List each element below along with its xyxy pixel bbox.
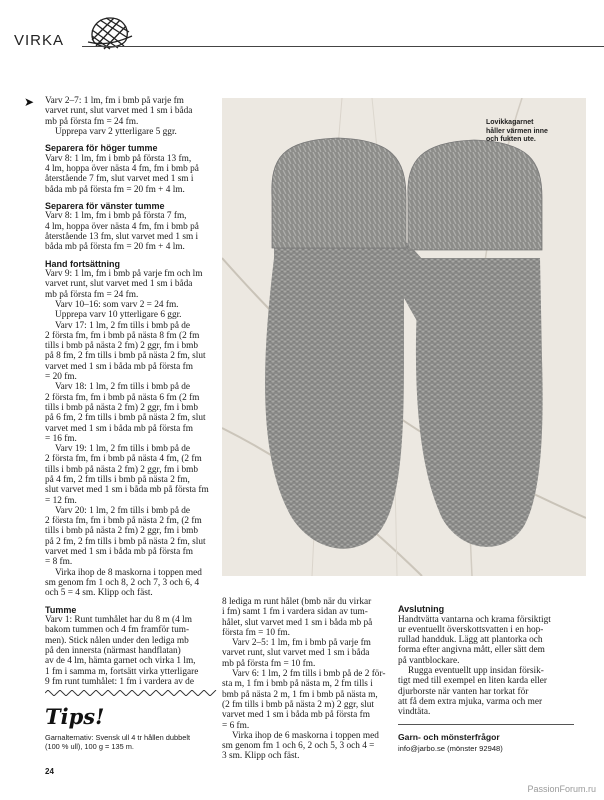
page-header: [0, 0, 604, 60]
body-line: 3 sm. Klipp och fäst.: [222, 751, 300, 762]
body-line: 1 fm i samma m, fortsätt virka ytterligare: [45, 666, 199, 677]
body-line: av de 4 lm, hämta garnet och virka 1 lm,: [45, 656, 196, 667]
tips-title: Tips!: [45, 704, 105, 729]
body-line: men). Stick nålen under den lediga mb: [45, 635, 189, 646]
body-line: och 5 = 4 sm. Klipp och fäst.: [45, 588, 153, 599]
body-line: sm genom fm 1 och 8, 2 och 7, 3 och 6, 4: [45, 577, 200, 588]
body-line: mb på första fm = 24 fm.: [45, 116, 139, 127]
caption-line: och fukten ute.: [486, 136, 536, 144]
body-line: Upprepa varv 2 ytterligare 5 ggr.: [55, 126, 177, 137]
page-number: 24: [45, 767, 54, 776]
body-line: 9 fm runt tumhålet: 1 fm i vardera av de: [45, 676, 194, 687]
body-line: Rugga eventuellt upp insidan försik-: [408, 665, 544, 676]
body-line: Handtvätta vantarna och krama försiktigt: [398, 614, 551, 625]
body-line: 2 första fm, fm i bmb på nästa 4 fm, (2 fm: [45, 454, 202, 465]
body-line: djurborste när vanten har torkat för: [398, 686, 529, 697]
body-line: mb på första fm = 10 fm.: [222, 658, 316, 669]
body-line: 8 lediga m runt hålet (bmb när du virkar: [222, 597, 372, 607]
body-line: båda mb på första fm = 20 fm + 4 lm.: [45, 184, 185, 195]
section-heading: Hand fortsättning: [45, 258, 120, 269]
body-line: tigt med till exempel en liten karda eller: [398, 676, 547, 687]
contact-title: Garn- och mönsterfrågor: [398, 732, 500, 742]
body-line: i fm) samt 1 fm i vardera sidan av tum-: [222, 607, 368, 618]
body-line: varvet runt, slut varvet med 1 sm i båda: [45, 106, 193, 117]
body-line: bmb på nästa 2 m, 1 fm i bmb på nästa m,: [222, 689, 378, 700]
caption-line: Lovikkagarnet: [486, 119, 534, 126]
body-line: tills i bmb på nästa 2 fm) 2 ggr, fm i bmb: [45, 341, 199, 352]
zigzag-divider: [45, 690, 217, 696]
body-line: varvet runt, slut varvet med 1 sm i båda: [222, 648, 370, 659]
body-line: (2 fm tills i bmb på nästa 2 m) 2 ggr, slut: [222, 699, 374, 710]
body-line: Varv 8: 1 lm, fm i bmb på första 13 fm,: [45, 153, 192, 164]
continue-arrow-icon: ➤: [24, 95, 35, 109]
yarn-ball-icon: [84, 12, 134, 50]
body-line: återstående 13 fm, slut varvet med 1 sm i: [45, 231, 199, 242]
instructions-column-3: [398, 598, 574, 717]
body-line: slut varvet med 1 sm i båda mb på första fm: [45, 485, 209, 496]
body-line: 4 lm, hoppa över nästa 4 fm, fm i bmb på: [45, 163, 199, 174]
body-line: sta m, 1 fm i bmb på nästa m, 2 fm tills i: [222, 679, 373, 690]
body-line: varvet med 1 sm i båda mb på första fm: [45, 423, 193, 434]
watermark: PassionForum.ru: [527, 784, 596, 794]
body-line: 2 första fm, fm i bmb på nästa 8 fm (2 fm: [45, 330, 200, 341]
body-line: på 4 fm, 2 fm tills i bmb på nästa 2 fm,: [45, 475, 190, 485]
body-line: tills i bmb på nästa 2 fm) 2 ggr, fm i bmb: [45, 526, 199, 537]
body-line: på vantblockare.: [398, 655, 460, 666]
body-line: på den innersta (närmast handflatan): [45, 645, 181, 656]
instructions-column-2: [222, 597, 390, 762]
body-line: Varv 10–16: som varv 2 = 24 fm.: [55, 299, 179, 310]
body-line: tills i bmb på nästa 2 fm) 2 ggr, fm i bmb: [45, 464, 199, 475]
body-line: Varv 2–7: 1 lm, fm i bmb på varje fm: [45, 96, 184, 106]
body-line: återstående 7 fm, slut varvet med 1 sm i: [45, 174, 194, 185]
body-line: Varv 20: 1 lm, 2 fm tills i bmb på de: [55, 505, 191, 516]
body-line: = 6 fm.: [222, 720, 250, 731]
body-line: varvet med 1 sm i båda mb på första fm: [45, 547, 193, 558]
body-line: = 16 fm.: [45, 433, 77, 444]
body-line: första fm = 10 fm.: [222, 627, 290, 638]
tips-text: [45, 733, 217, 752]
body-line: sm genom fm 1 och 6, 2 och 5, 3 och 4 =: [222, 741, 375, 752]
body-line: Varv 19: 1 lm, 2 fm tills i bmb på de: [55, 444, 191, 455]
body-line: varvet runt, slut varvet med 1 sm i båda: [45, 279, 193, 290]
body-line: rullad handduk. Lägg att plantorka och: [398, 635, 543, 646]
tips-line: Garnalternativ: Svensk ull 4 tr hållen dubbelt: [45, 733, 191, 742]
body-line: Varv 2–5: 1 lm, fm i bmb på varje fm: [232, 638, 371, 649]
body-line: = 8 fm.: [45, 557, 73, 568]
section-heading: Avslutning: [398, 604, 445, 614]
header-rule: [82, 46, 604, 47]
body-line: Varv 8: 1 lm, fm i bmb på första 7 fm,: [45, 211, 187, 222]
body-line: tills i bmb på nästa 2 fm) 2 ggr, fm i bmb: [45, 402, 199, 413]
body-line: mb på första fm = 24 fm.: [45, 289, 139, 300]
body-line: på 8 fm, 2 fm tills i bmb på nästa 2 fm, slut: [45, 351, 206, 362]
contact-rule: [398, 724, 574, 725]
body-line: 2 första fm, fm i bmb på nästa 2 fm, (2 fm: [45, 516, 202, 527]
section-heading: Separera för vänster tumme: [45, 200, 165, 211]
caption-line: håller värmen inne: [486, 127, 548, 135]
body-line: Varv 1: Runt tumhålet har du 8 m (4 lm: [45, 615, 192, 626]
body-line: att få dem extra mjuka, varma och mer: [398, 696, 543, 707]
body-line: varvet med 1 sm i båda mb på första fm: [45, 361, 193, 372]
body-line: Varv 18: 1 lm, 2 fm tills i bmb på de: [55, 382, 191, 393]
section-title: VIRKA: [14, 32, 65, 49]
body-line: Varv 17: 1 lm, 2 fm tills i bmb på de: [55, 320, 191, 331]
body-line: hålet, slut varvet med 1 sm i båda mb på: [222, 617, 373, 628]
body-line: Upprepa varv 10 ytterligare 6 ggr.: [55, 310, 182, 321]
body-line: på 2 fm, 2 fm tills i bmb på nästa 2 fm, slut: [45, 536, 206, 547]
body-line: 4 lm, hoppa över nästa 4 fm, fm i bmb på: [45, 221, 199, 232]
body-line: Varv 9: 1 lm, fm i bmb på varje fm och lm: [45, 269, 203, 280]
body-line: bakom tummen och 4 fm framför tum-: [45, 625, 190, 636]
tips-line: (100 % ull), 100 g = 135 m.: [45, 742, 134, 752]
body-line: 2 första fm, fm i bmb på nästa 6 fm (2 fm: [45, 392, 200, 403]
mittens-photo: [222, 98, 586, 576]
photo-caption: [486, 119, 578, 145]
instructions-column-1: [45, 96, 217, 687]
body-line: Virka ihop de 8 maskorna i toppen med: [55, 567, 202, 578]
body-line: = 12 fm.: [45, 495, 77, 506]
body-line: Varv 6: 1 lm, 2 fm tills i bmb på de 2 för-: [232, 669, 386, 680]
body-line: vindtäta.: [398, 707, 431, 718]
section-heading: Tumme: [45, 604, 77, 615]
section-heading: Separera för höger tumme: [45, 143, 158, 154]
contact-info: info@jarbo.se (mönster 92948): [398, 744, 503, 753]
body-line: båda mb på första fm = 20 fm + 4 lm.: [45, 242, 185, 253]
body-line: forma efter angivna mått, eller sätt dem: [398, 645, 545, 656]
body-line: Virka ihop de 6 maskorna i toppen med: [232, 730, 379, 741]
body-line: på 6 fm, 2 fm tills i bmb på nästa 2 fm, slut: [45, 413, 206, 424]
body-line: varvet med 1 sm i båda mb på första fm: [222, 710, 370, 721]
body-line: ur eventuellt överskottsvatten i en hop-: [398, 624, 544, 635]
body-line: = 20 fm.: [45, 372, 77, 383]
